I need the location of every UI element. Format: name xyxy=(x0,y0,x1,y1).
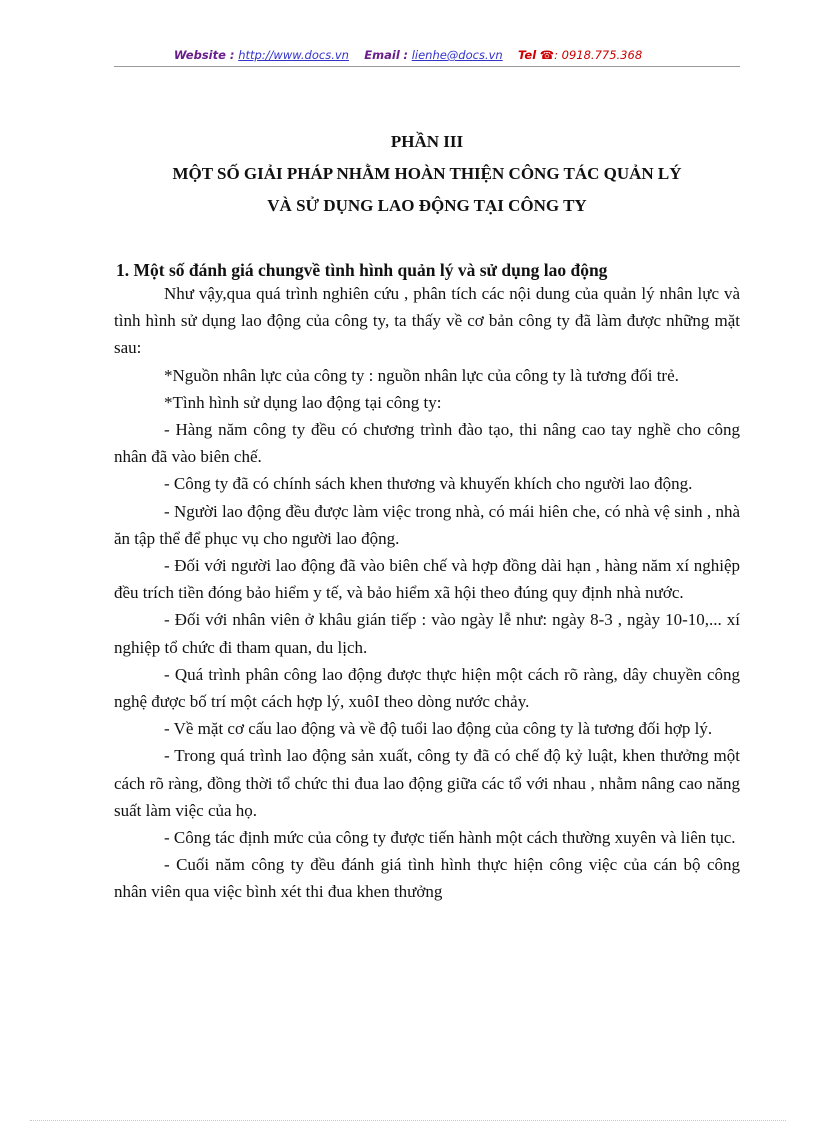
phone-number: : 0918.775.368 xyxy=(554,48,643,62)
paragraph: - Hàng năm công ty đều có chương trình đào tạo, thi nâng cao tay nghề cho công nhân đã vào biên chế. xyxy=(114,420,740,467)
paragraph: - Quá trình phân công lao động được thực hiện một cách rõ ràng, dây chuyền công nghệ được bố trí một cách hợp lý, xuôI theo dòng nước chảy. xyxy=(114,664,740,712)
section-heading: 1. Một số đánh giá chungvề tình hình quản lý và sử dụng lao động xyxy=(116,260,608,280)
paragraph: - Người lao động đều được làm việc trong nhà, có mái hiên che, có nhà vệ sinh , nhà ăn tập thể để phục vụ cho người lao động. xyxy=(114,501,740,548)
phone-icon: ☎ xyxy=(539,48,555,62)
paragraph: - Đối với nhân viên ở khâu gián tiếp : vào ngày lễ như: ngày 8-3 , ngày 10-10,... xí nghiệp tổ chức đi tham quan, du lịch. xyxy=(114,610,740,657)
website-label: Website : xyxy=(173,48,235,62)
tel-label: Tel xyxy=(518,48,537,62)
chapter-title-line-2: VÀ SỬ DỤNG LAO ĐỘNG TẠI CÔNG TY xyxy=(267,196,587,215)
page-header xyxy=(0,48,816,62)
paragraph: - Công ty đã có chính sách khen thương và khuyến khích cho người lao động. xyxy=(164,474,693,494)
part-title: PHẦN III xyxy=(390,132,464,151)
chapter-title-line-1: MỘT SỐ GIẢI PHÁP NHẰM HOÀN THIỆN CÔNG TÁC QUẢN LÝ xyxy=(172,164,682,183)
paragraph: *Nguồn nhân lực của công ty : nguồn nhân lực của công ty là tương đối trẻ. xyxy=(164,365,679,385)
paragraph: Như vậy,qua quá trình nghiên cứu , phân tích các nội dung của quản lý nhân lực và tình hình sử dụng lao động của công ty, ta thấy về cơ bản công ty đã làm được những mặt sau: xyxy=(114,284,740,358)
footer-divider xyxy=(30,1120,786,1121)
paragraph: - Công tác định mức của công ty được tiến hành một cách thường xuyên và liên tục. xyxy=(164,828,736,848)
section-body xyxy=(114,280,740,906)
paragraph: *Tình hình sử dụng lao động tại công ty: xyxy=(164,392,442,412)
email-label: Email xyxy=(364,48,400,62)
paragraph: - Cuối năm công ty đều đánh giá tình hình thực hiện công việc của cán bộ công nhân viên qua việc bình xét thi đua khen thưởng xyxy=(114,855,740,902)
email-link[interactable]: lienhe@docs.vn xyxy=(411,48,503,62)
paragraph: - Về mặt cơ cấu lao động và về độ tuổi lao động của công ty là tương đối hợp lý. xyxy=(164,719,713,739)
website-link[interactable]: http://www.docs.vn xyxy=(238,48,349,62)
email-separator: : xyxy=(403,48,409,62)
header-divider xyxy=(114,66,740,67)
paragraph: - Trong quá trình lao động sản xuất, công ty đã có chế độ kỷ luật, khen thưởng một cách rõ ràng, đồng thời tổ chức thi đua lao động giữa các tổ với nhau , nhằm nâng cao năng suất làm việc của họ. xyxy=(114,746,740,820)
paragraph: - Đối với người lao động đã vào biên chế và hợp đồng dài hạn , hàng năm xí nghiệp đều trích tiền đóng bảo hiểm y tế, và bảo hiểm xã hội theo đúng quy định nhà nước. xyxy=(114,556,740,603)
